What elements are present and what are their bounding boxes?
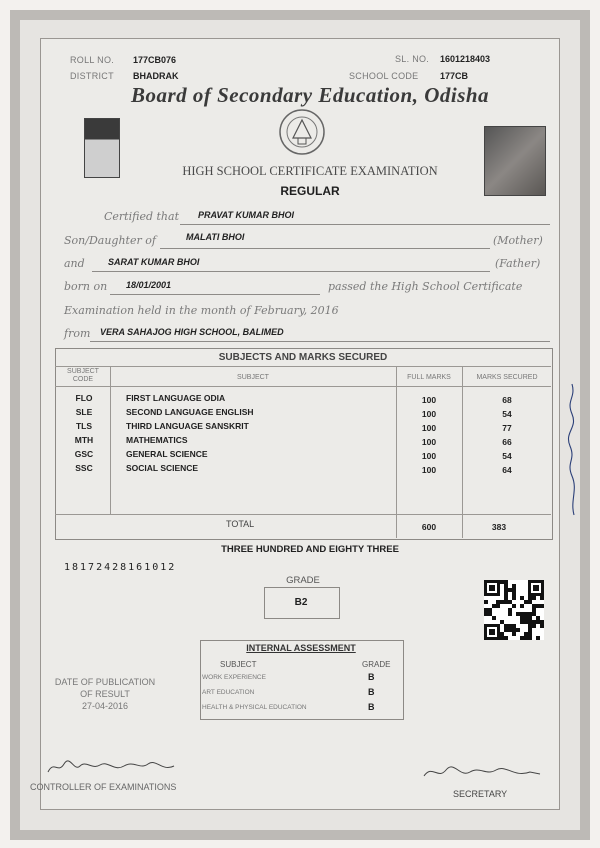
internal-subject: ART EDUCATION	[202, 689, 255, 696]
row-full: 100	[421, 423, 437, 433]
board-emblem	[278, 108, 326, 156]
father-tag: (Father)	[495, 257, 541, 270]
row-full: 100	[421, 451, 437, 461]
secretary-label: SECRETARY	[453, 789, 508, 799]
total-in-words: THREE HUNDRED AND EIGHTY THREE	[221, 544, 399, 555]
controller-signature	[44, 756, 184, 778]
internal-col-grade: GRADE	[362, 660, 391, 669]
row-secured: 68	[502, 395, 512, 405]
born-label: born on	[64, 280, 108, 293]
sl-no-label: SL. NO.	[395, 54, 430, 64]
total-label: TOTAL	[226, 519, 255, 529]
marks-header-rule	[55, 386, 551, 387]
col-subject-header: SUBJECT	[237, 374, 269, 381]
row-code: FLO	[75, 393, 93, 403]
board-title: Board of Secondary Education, Odisha	[130, 83, 490, 107]
internal-grade: B	[368, 702, 375, 712]
dob-value: 18/01/2001	[126, 280, 172, 290]
marks-total-rule	[55, 514, 551, 515]
district-label: DISTRICT	[70, 71, 114, 81]
father-name: SARAT KUMAR BHOI	[108, 257, 200, 267]
row-code: SLE	[75, 407, 93, 417]
row-secured: 54	[502, 451, 512, 461]
row-full: 100	[421, 409, 437, 419]
row-subject: SECOND LANGUAGE ENGLISH	[126, 407, 254, 417]
exam-title: HIGH SCHOOL CERTIFICATE EXAMINATION	[182, 164, 438, 178]
school-code-value: 177CB	[440, 71, 469, 81]
internal-grade: B	[368, 672, 375, 682]
controller-label: CONTROLLER OF EXAMINATIONS	[30, 782, 177, 792]
row-code: GSC	[74, 449, 94, 459]
row-subject: SOCIAL SCIENCE	[126, 463, 199, 473]
row-secured: 77	[502, 423, 512, 433]
row-code: TLS	[75, 421, 93, 431]
row-subject: MATHEMATICS	[126, 435, 188, 445]
exam-type: REGULAR	[280, 184, 340, 198]
school-line	[90, 341, 550, 342]
row-full: 100	[421, 395, 437, 405]
school-name: VERA SAHAJOG HIGH SCHOOL, BALIMED	[100, 327, 284, 337]
sl-no-value: 1601218403	[440, 54, 491, 64]
held-text: Examination held in the month of February, 2016	[64, 304, 339, 317]
marks-title: SUBJECTS AND MARKS SECURED	[218, 352, 388, 363]
marks-title-rule	[55, 366, 551, 367]
marks-col-subject	[396, 366, 397, 538]
mother-line	[160, 248, 490, 249]
row-subject: GENERAL SCIENCE	[126, 449, 208, 459]
col-secured-header: MARKS SECURED	[476, 374, 538, 381]
row-subject: FIRST LANGUAGE ODIA	[126, 393, 226, 403]
student-name: PRAVAT KUMAR BHOI	[198, 210, 294, 220]
grade-label: GRADE	[286, 575, 320, 586]
hologram-image	[484, 126, 546, 196]
row-subject: THIRD LANGUAGE SANSKRIT	[126, 421, 249, 431]
serial-code: 18172428161012	[64, 562, 177, 573]
and-label: and	[64, 257, 85, 270]
col-full-header: FULL MARKS	[407, 374, 451, 381]
district-value: BHADRAK	[133, 71, 179, 81]
internal-subject: WORK EXPERIENCE	[202, 674, 266, 681]
parent-label: Son/Daughter of	[64, 234, 156, 247]
total-full: 600	[421, 522, 437, 532]
grade-value: B2	[294, 597, 308, 608]
internal-subject: HEALTH & PHYSICAL EDUCATION	[202, 704, 307, 711]
row-code: SSC	[75, 463, 93, 473]
marks-col-full	[462, 366, 463, 538]
internal-grade: B	[368, 687, 375, 697]
row-code: MTH	[74, 435, 94, 445]
row-full: 100	[421, 465, 437, 475]
mother-name: MALATI BHOI	[186, 232, 245, 242]
passed-text: passed the High School Certificate	[328, 280, 523, 293]
handwritten-annotation	[552, 380, 592, 520]
row-secured: 66	[502, 437, 512, 447]
internal-title: INTERNAL ASSESSMENT	[246, 643, 356, 653]
publication-line1: DATE OF PUBLICATION	[54, 677, 156, 687]
publication-line2: OF RESULT	[80, 689, 130, 699]
row-secured: 64	[502, 465, 512, 475]
row-full: 100	[421, 437, 437, 447]
roll-no-label: ROLL NO.	[70, 55, 115, 65]
internal-col-subject: SUBJECT	[220, 660, 257, 669]
publication-block	[40, 676, 170, 712]
col-code-header: SUBJECT CODE	[67, 368, 99, 383]
dob-line	[110, 294, 320, 295]
publication-date: 27-04-2016	[81, 701, 129, 711]
mother-tag: (Mother)	[493, 234, 543, 247]
total-secured: 383	[491, 522, 507, 532]
school-code-label: SCHOOL CODE	[349, 71, 419, 81]
roll-no-value: 177CB076	[133, 55, 177, 65]
secretary-signature	[420, 762, 550, 784]
certified-label: Certified that	[104, 210, 179, 223]
name-line	[180, 224, 550, 225]
row-secured: 54	[502, 409, 512, 419]
qr-code-icon	[484, 580, 544, 640]
marks-col-code	[110, 366, 111, 514]
from-label: from	[64, 327, 91, 340]
father-line	[92, 271, 490, 272]
